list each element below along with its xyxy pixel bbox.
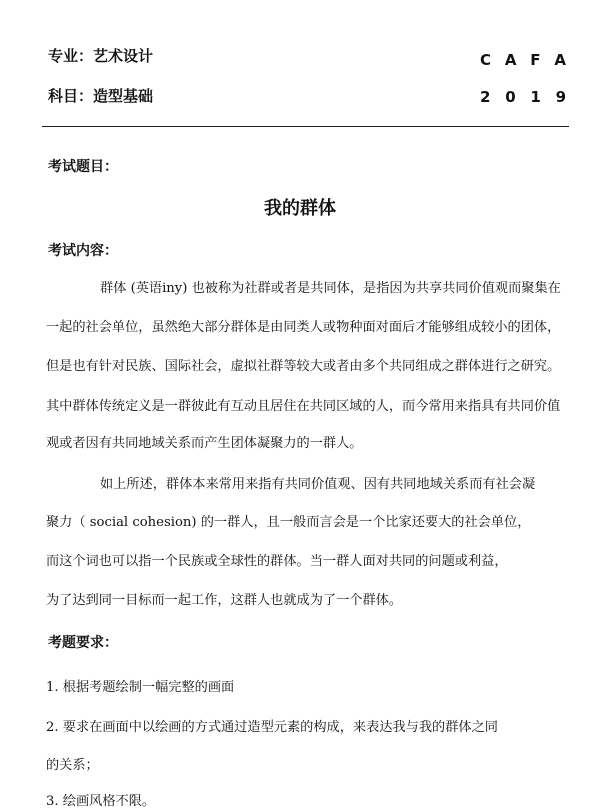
content-line: 群体 (英语iny) 也被称为社群或者是共同体，是指因为共享共同价值观而聚集在 [100,281,561,296]
exam-topic-label: 考试题目： [48,159,118,175]
content-line: 一起的社会单位，虽然绝大部分群体是由同类人或物种面对面后才能够组成较小的团体， [46,320,561,335]
year-digit: 0 [505,88,516,106]
major-label: 专业：艺术设计 [48,47,154,65]
requirement-line: 的关系； [46,758,99,773]
school-letter: A [554,51,566,69]
requirement-line: 1. 根据考题绘制一幅完整的画面 [46,680,235,695]
exam-year [480,87,566,107]
requirements-label: 考题要求： [48,635,118,651]
year-digit: 2 [480,88,491,106]
content-line: 如上所述，群体本来常用来指有共同价值观、因有共同地域关系而有社会凝 [100,477,536,492]
school-letter: F [530,51,541,69]
requirement-line: 2. 要求在画面中以绘画的方式通过造型元素的构成，来表达我与我的群体之同 [46,720,498,735]
requirement-line: 3. 绘画风格不限。 [46,794,156,809]
subject-label: 科目：造型基础 [48,87,154,105]
year-digit: 9 [555,88,566,106]
content-line: 其中群体传统定义是一群彼此有互动且居住在共同区域的人，而今常用来指具有共同价值 [46,399,561,414]
header-divider [42,126,569,127]
content-line: 但是也有针对民族、国际社会，虚拟社群等较大或者由多个共同组成之群体进行之研究。 [46,359,561,374]
exam-content-label: 考试内容： [48,243,118,259]
topic-title: 我的群体 [264,198,336,219]
school-code [480,50,566,70]
year-digit: 1 [530,88,541,106]
content-line: 聚力（ social cohesion) 的一群人，且一般而言会是一个比家还要大的社会单位， [46,515,531,530]
content-line: 为了达到同一目标而一起工作，这群人也就成为了一个群体。 [46,593,403,608]
school-letter: C [480,51,492,69]
school-letter: A [504,51,517,69]
content-line: 而这个词也可以指一个民族或全球性的群体。当一群人面对共同的问题或利益， [46,554,508,569]
content-line: 观或者因有共同地域关系而产生团体凝聚力的一群人。 [46,436,363,451]
